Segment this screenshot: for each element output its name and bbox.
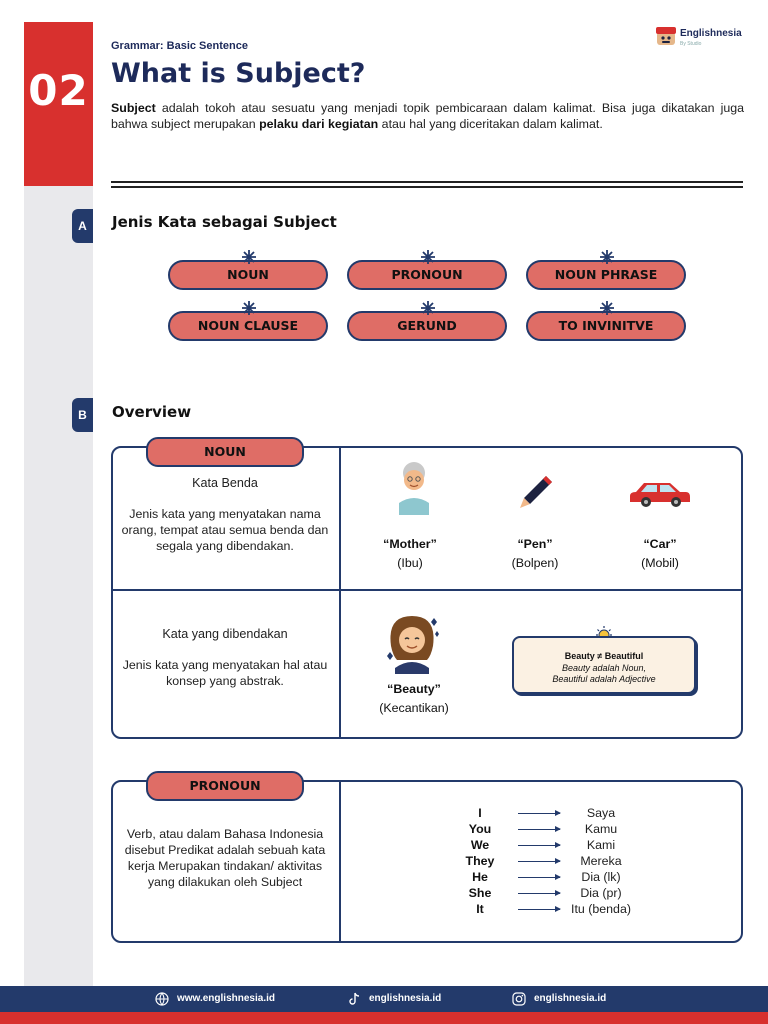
- pronoun-description: Verb, atau dalam Bahasa Indonesia disebut Predikat adalah sebuah kata kerja Merupakan tindakan/ aktivitas yang dilakukan oleh Subject: [124, 827, 326, 889]
- mascot-icon: [654, 24, 678, 48]
- section-badge-a: A: [72, 209, 93, 243]
- globe-icon: [155, 992, 169, 1006]
- abstract-noun-description: Jenis kata yang menyatakan hal atau konsep yang abstrak.: [122, 658, 328, 688]
- example-mother: “Mother” (Ibu): [383, 537, 437, 570]
- footer-tiktok[interactable]: englishnesia.id: [347, 991, 477, 1007]
- pronoun-pair: She Dia (pr): [468, 886, 622, 900]
- pronoun-pair: He Dia (lk): [472, 870, 621, 884]
- pronoun-pair: You Kamu: [468, 822, 618, 836]
- pen-icon: [516, 472, 556, 512]
- sparkle-icon: [421, 250, 435, 264]
- brand-tagline: By Studio: [680, 41, 702, 47]
- type-pill-pronoun: PRONOUN: [347, 260, 507, 290]
- divider-line: [111, 181, 743, 183]
- abstract-noun-heading: Kata yang dibendakan: [162, 627, 288, 641]
- car-icon: [630, 478, 692, 508]
- footer-bar: [0, 986, 768, 1012]
- divider-line: [111, 186, 743, 188]
- page-title: What is Subject?: [111, 58, 366, 89]
- beauty-icon: [381, 612, 443, 674]
- example-pen: “Pen” (Bolpen): [511, 537, 559, 570]
- noun-tab: NOUN: [146, 437, 304, 467]
- mother-icon: [395, 461, 433, 515]
- footer-accent: [0, 1012, 768, 1024]
- noun-description: Jenis kata yang menyatakan nama orang, tempat atau semua benda dan segala yang dibendakan.: [121, 507, 329, 553]
- example-beauty: “Beauty” (Kecantikan): [379, 682, 449, 715]
- tiktok-icon: [347, 992, 361, 1006]
- arrow-right-icon: [518, 877, 560, 878]
- arrow-right-icon: [518, 909, 560, 910]
- type-pill-noun-phrase: NOUN PHRASE: [526, 260, 686, 290]
- pronoun-pair: They Mereka: [465, 854, 622, 868]
- type-pill-gerund: GERUND: [347, 311, 507, 341]
- arrow-right-icon: [518, 861, 560, 862]
- pronoun-pair: I Saya: [478, 806, 616, 820]
- brand-name: Englishnesia: [680, 28, 742, 39]
- noun-heading: Kata Benda: [192, 476, 258, 490]
- pronoun-pair: We Kami: [470, 838, 616, 852]
- sparkle-icon: [242, 301, 256, 315]
- arrow-right-icon: [518, 845, 560, 846]
- instagram-icon: [512, 992, 526, 1006]
- section-title-b: Overview: [112, 403, 192, 421]
- arrow-right-icon: [518, 813, 560, 814]
- sparkle-icon: [421, 301, 435, 315]
- intro-paragraph: Subject adalah tokoh atau sesuatu yang menjadi topik pembicaraan dalam kalimat. Bisa juga dikatakan juga bahwa subject merupakan pelaku dari kegiatan atau hal yang diceritakan dalam kalimat.: [111, 101, 744, 131]
- sparkle-icon: [600, 250, 614, 264]
- section-title-a: Jenis Kata sebagai Subject: [112, 213, 337, 231]
- section-badge-b: B: [72, 398, 93, 432]
- type-pill-to-infinitive: TO INVINITVE: [526, 311, 686, 341]
- beauty-note: Beauty ≠ Beautiful Beauty adalah Noun, Beautiful adalah Adjective: [512, 636, 696, 694]
- side-bar: [24, 186, 93, 986]
- brand-logo: [654, 24, 749, 50]
- footer-instagram[interactable]: englishnesia.id: [512, 991, 642, 1007]
- arrow-right-icon: [518, 829, 560, 830]
- arrow-right-icon: [518, 893, 560, 894]
- pronoun-tab: PRONOUN: [146, 771, 304, 801]
- type-pill-noun: NOUN: [168, 260, 328, 290]
- example-car: “Car” (Mobil): [641, 537, 679, 570]
- sparkle-icon: [600, 301, 614, 315]
- type-pill-noun-clause: NOUN CLAUSE: [168, 311, 328, 341]
- footer-website[interactable]: www.englishnesia.id: [155, 991, 305, 1007]
- sparkle-icon: [242, 250, 256, 264]
- page-subtitle: Grammar: Basic Sentence: [111, 40, 248, 52]
- chapter-number: 02: [28, 66, 89, 115]
- pronoun-pair: It Itu (benda): [476, 902, 631, 916]
